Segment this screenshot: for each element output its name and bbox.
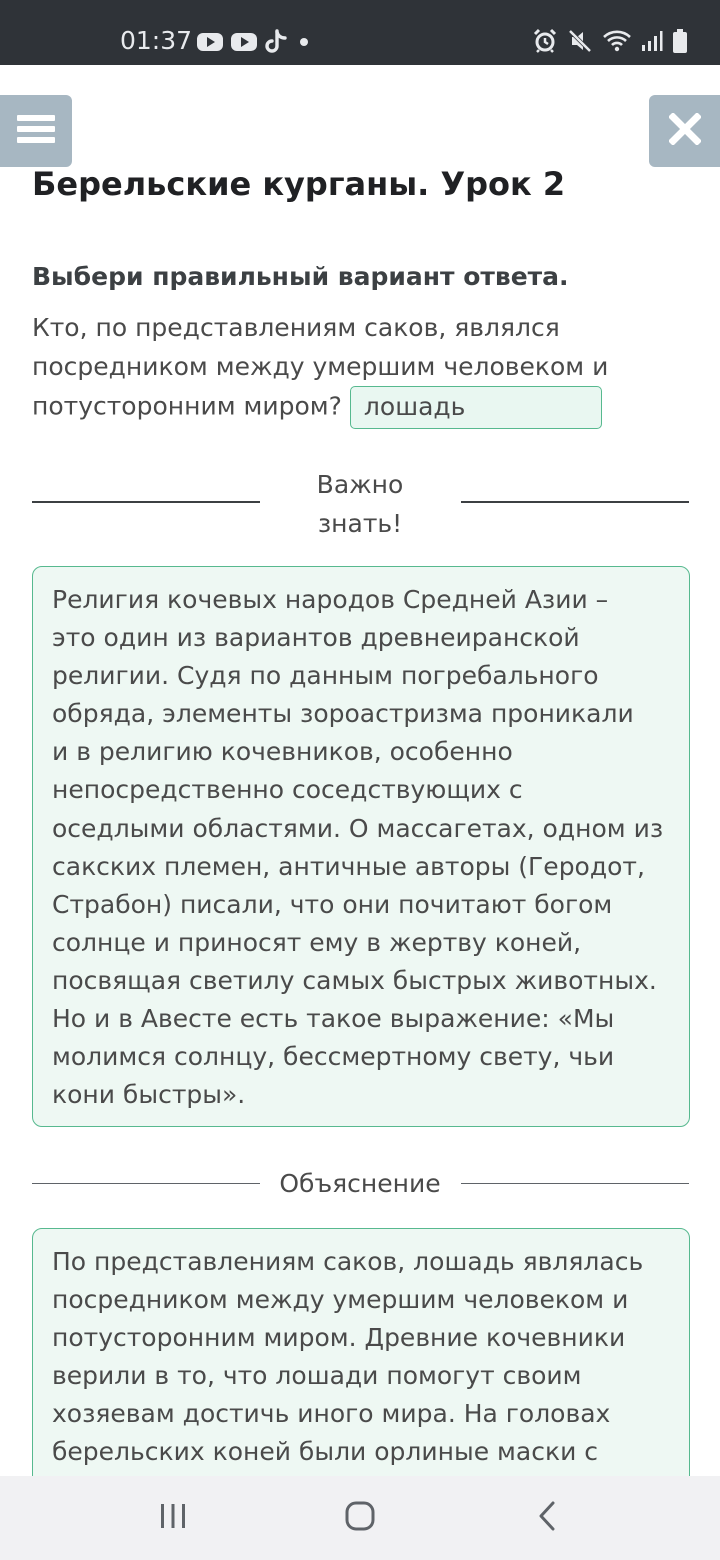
tiktok-icon	[264, 29, 288, 55]
close-icon	[669, 113, 701, 149]
task-instruction: Выбери правильный вариант ответа.	[32, 262, 569, 291]
status-system-icons	[532, 26, 688, 56]
divider-left	[32, 1183, 260, 1184]
question-text	[32, 308, 692, 429]
explanation-line: потусторонним миром. Древние кочевники	[52, 1323, 626, 1353]
info-line: непосредственно соседствующих с	[52, 775, 523, 805]
home-icon	[344, 1500, 376, 1536]
info-line: Страбон) писали, что они почитают богом	[52, 889, 613, 919]
important-heading-line: Важно	[316, 470, 404, 499]
hamburger-icon	[17, 113, 55, 149]
navigation-bar	[0, 1476, 720, 1560]
info-line: посвящая светилу самых быстрых животных.	[52, 965, 657, 995]
info-line: Религия кочевых народов Средней Азии –	[52, 585, 609, 614]
recent-apps-button[interactable]	[143, 1492, 203, 1544]
info-line: молимся солнцу, бессмертному свету, чьи	[52, 1042, 615, 1072]
divider-left	[32, 501, 260, 503]
question-line: посредником между умершим человеком и	[32, 352, 609, 381]
info-line: это один из вариантов древнеиранской	[52, 623, 580, 653]
divider-right	[461, 501, 689, 503]
info-line: кони быстры».	[52, 1080, 246, 1110]
status-time: 01:37	[120, 26, 193, 55]
explanation-line: берельских коней были орлиные маски с	[52, 1437, 599, 1467]
signal-icon	[641, 30, 663, 52]
back-button[interactable]	[517, 1492, 577, 1544]
close-button[interactable]	[649, 95, 720, 167]
lesson-title: Берельские курганы. Урок 2	[32, 165, 566, 203]
divider-right	[461, 1183, 689, 1184]
youtube-icon	[230, 31, 258, 53]
mute-icon	[567, 28, 593, 54]
important-heading-line: знать!	[317, 509, 403, 538]
info-line: и в религию кочевников, особенно	[52, 737, 513, 767]
question-line-with-answer	[32, 386, 692, 429]
info-line: обряда, элементы зороастризма проникали	[52, 699, 634, 729]
menu-button[interactable]	[0, 95, 72, 167]
status-notification-icons	[196, 28, 314, 56]
alarm-icon	[532, 28, 558, 54]
youtube-icon	[196, 31, 224, 53]
important-info-card	[32, 566, 690, 1127]
explanation-line: посредником между умершим человеком и	[52, 1285, 629, 1315]
explanation-line: верили в то, что лошади помогут своим	[52, 1361, 582, 1391]
important-heading	[260, 465, 460, 543]
explanation-line: хозяевам достичь иного мира. На головах	[52, 1399, 611, 1429]
explanation-line: По представлениям саков, лошадь являлась	[52, 1247, 644, 1276]
battery-icon	[672, 28, 688, 54]
question-line: потусторонним миром?	[32, 391, 342, 421]
home-button[interactable]	[330, 1492, 390, 1544]
explanation-heading: Объяснение	[279, 1169, 441, 1198]
recent-apps-icon	[158, 1501, 188, 1535]
back-icon	[536, 1500, 558, 1536]
dot-icon	[294, 32, 314, 52]
info-line: сакских племен, античные авторы (Геродот,	[52, 851, 645, 881]
status-bar	[0, 0, 720, 65]
info-line: религии. Судя по данным погребального	[52, 661, 599, 691]
wifi-icon	[602, 29, 632, 53]
answer-field[interactable]: лошадь	[350, 386, 602, 429]
info-line: оседлыми областями. О массагетах, одном из	[52, 813, 664, 843]
question-line: Кто, по представлениям саков, являлся	[32, 313, 560, 342]
info-line: Но и в Авесте есть такое выражение: «Мы	[52, 1004, 615, 1034]
info-line: солнце и приносят ему в жертву коней,	[52, 927, 582, 957]
